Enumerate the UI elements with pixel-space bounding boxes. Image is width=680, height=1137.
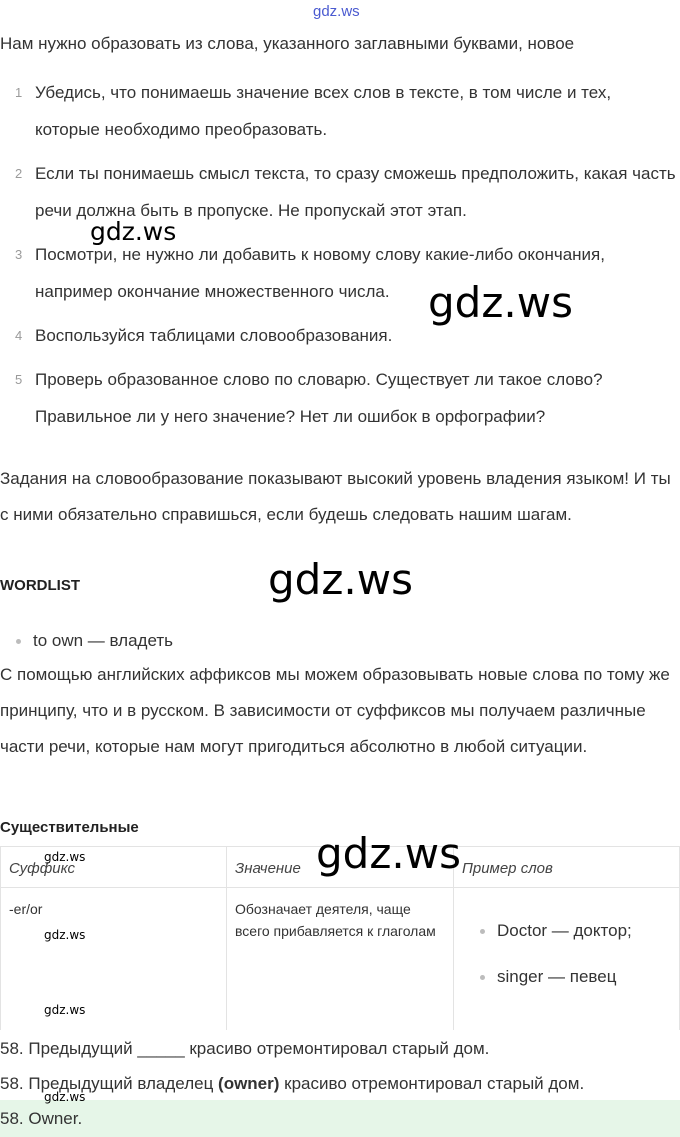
step-item [0,317,680,354]
step-text: Посмотри, не нужно ли добавить к новому слову какие-либо окончания, например окончание множественного числа. [35,245,605,301]
step-text: Если ты понимаешь смысл текста, то сразу сможешь предположить, какая часть речи должна быть в пропуске. Не пропускай этот этап. [35,164,676,220]
step-item [0,236,680,310]
watermark: gdz.ws [44,850,86,864]
watermark: gdz.ws [44,1090,86,1104]
step-number: 1 [15,85,23,100]
table-header-label: Пример слов [462,860,553,877]
watermark: gdz.ws [44,928,86,942]
summary-paragraph: Задания на словообразование показывают высокий уровень владения языком! И ты с ними обязательно справишься, если будешь следовать нашим шагам. [0,469,671,524]
wordlist-heading: WORDLIST [0,577,80,594]
table-header-label: Суффикс [9,860,75,877]
table-cell-examples [453,887,680,1030]
step-number: 5 [15,372,23,387]
step-text: Проверь образованное слово по словарю. Существует ли такое слово? Правильное ли у него значение? Нет ли ошибок в орфографии? [35,370,603,426]
step-text: Убедись, что понимаешь значение всех слов в тексте, в том числе и тех, которые необходимо преобразовать. [35,83,612,139]
wordlist-item [16,631,173,651]
table-header-label: Значение [235,860,301,877]
step-item [0,155,680,229]
example-item: Doctor — доктор; [480,908,671,954]
answer-text: 58. Owner. [0,1109,83,1128]
suffix-value: -er/or [9,901,43,917]
table-header-examples [453,846,680,888]
steps-list [0,74,680,442]
answer-highlight [0,1100,680,1137]
watermark: gdz.ws [316,829,461,878]
bullet-icon [480,975,485,980]
step-number: 4 [15,328,23,343]
question-text: 58. Предыдущий _____ красиво отремонтировал старый дом. [0,1039,490,1058]
watermark: gdz.ws [90,217,177,246]
filled-sentence [0,1074,680,1094]
table-cell-meaning [226,887,454,1030]
watermark-top: gdz.ws [313,3,360,20]
watermark: gdz.ws [428,278,573,327]
filled-after: красиво отремонтировал старый дом. [279,1074,585,1093]
step-item [0,361,680,435]
step-number: 3 [15,247,23,262]
watermark: gdz.ws [44,1003,86,1017]
step-number: 2 [15,166,23,181]
intro-text: Нам нужно образовать из слова, указанного заглавными буквами, новое [0,34,575,53]
filled-keyword: (owner) [218,1074,280,1093]
watermark: gdz.ws [268,555,413,604]
step-item [0,74,680,148]
table-cell-suffix [0,887,227,1030]
example-item: singer — певец [480,954,671,1000]
affix-paragraph: С помощью английских аффиксов мы можем образовывать новые слова по тому же принципу, что и в русском. В зависимости от суффиксов мы получаем различные части речи, которые нам могут пригодиться абсолютно в любой ситуации. [0,665,670,756]
table-header-suffix [0,846,227,888]
bullet-icon [16,639,21,644]
meaning-value: Обозначает деятеля, чаще всего прибавляется к глаголам [235,901,436,939]
nouns-heading: Существительные [0,819,139,836]
step-text: Воспользуйся таблицами словообразования. [35,326,393,345]
bullet-icon [480,929,485,934]
wordlist-item-text: to own — владеть [33,631,174,650]
examples-list [480,908,671,1000]
filled-before: 58. Предыдущий владелец [0,1074,219,1093]
